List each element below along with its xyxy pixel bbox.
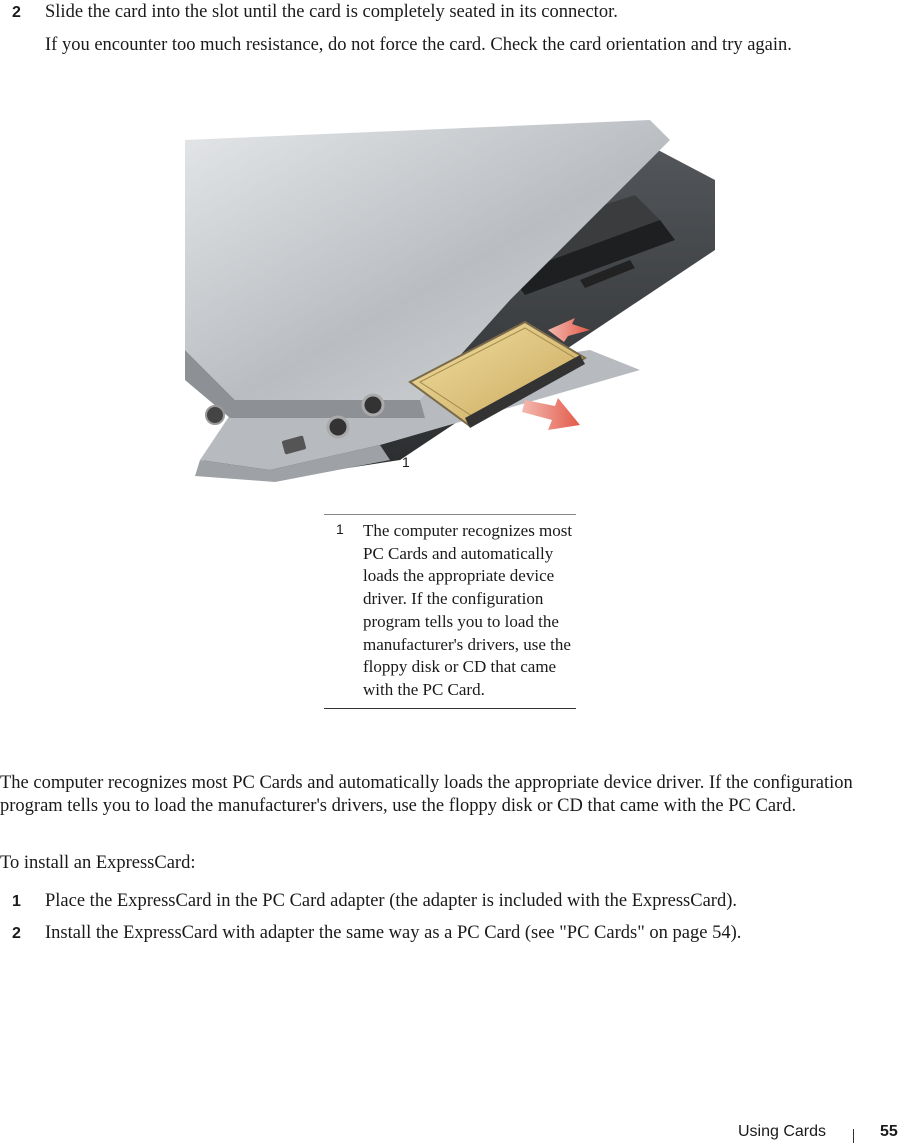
callout-table (324, 514, 576, 709)
step-number: 2 (12, 4, 21, 21)
callout-row (324, 520, 576, 702)
step-text: Install the ExpressCard with adapter the same way as a PC Card (see "PC Cards" on page 54). (45, 923, 742, 943)
page-footer (0, 1123, 899, 1145)
step-text: Place the ExpressCard in the PC Card adapter (the adapter is included with the ExpressCard). (45, 891, 738, 911)
footer-divider (853, 1129, 854, 1143)
callout-row-number: 1 (336, 521, 344, 537)
step-number: 2 (12, 925, 21, 942)
callout-label: 1 (402, 454, 410, 470)
step-text: Slide the card into the slot until the card is completely seated in its connector. (45, 2, 618, 22)
resistance-note: If you encounter too much resistance, do not force the card. Check the card orientation and try again. (45, 35, 792, 55)
step-number: 1 (12, 893, 21, 910)
callout-row-text: The computer recognizes most PC Cards and automatically loads the appropriate device driver. If the configuration program tells you to load the manufacturer's drivers, use the floppy disk or CD that came with the PC Card. (363, 521, 573, 699)
body-paragraph: The computer recognizes most PC Cards and automatically loads the appropriate device driver. If the configuration program tells you to load the manufacturer's drivers, use the floppy disk or CD that came with the PC Card. (0, 773, 853, 816)
pc-card-insertion-illustration (180, 100, 720, 482)
page-number: 55 (880, 1123, 898, 1140)
install-intro: To install an ExpressCard: (0, 853, 196, 873)
footer-section-title: Using Cards (738, 1123, 827, 1140)
